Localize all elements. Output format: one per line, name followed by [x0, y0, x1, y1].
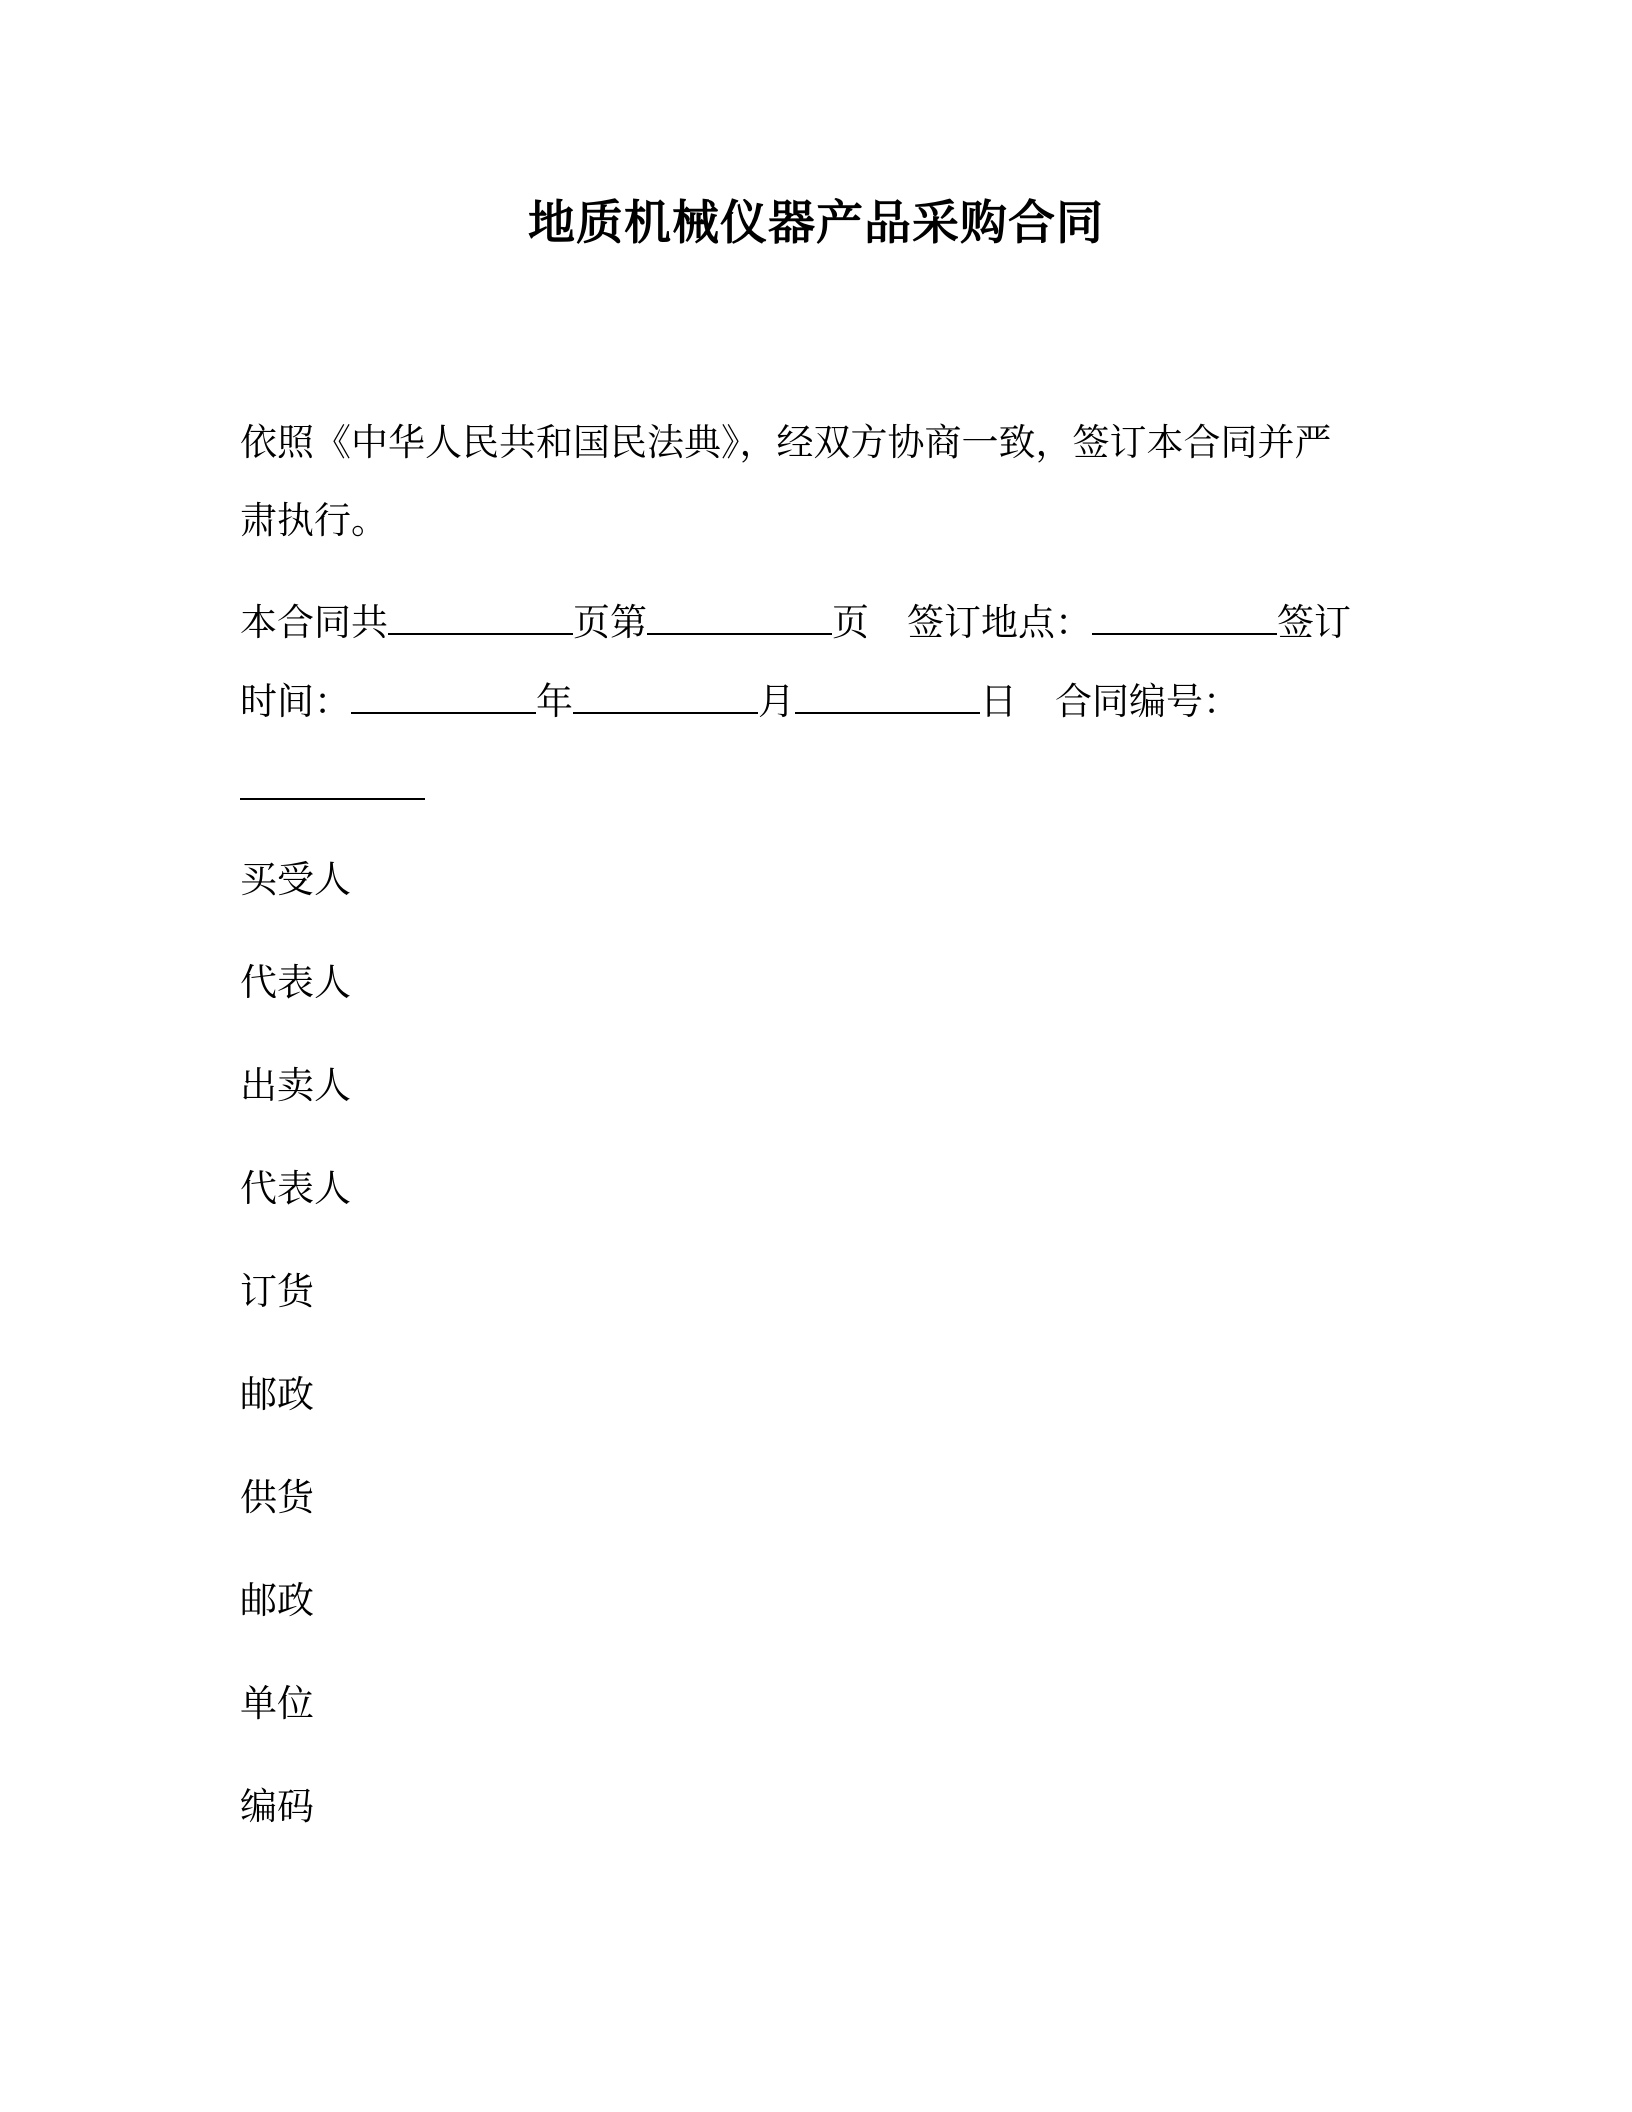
contract-no-label: 合同编号：: [1055, 680, 1240, 723]
meta-line-3: [240, 764, 425, 811]
preamble-line-2: 肃执行。: [240, 499, 388, 542]
pages-mid: 页第: [573, 601, 647, 644]
day-label: 日: [980, 680, 1017, 723]
field-buyer: 买受人: [240, 858, 351, 901]
field-postal-2: 邮政: [240, 1579, 314, 1622]
month-label: 月: [758, 680, 795, 723]
field-seller: 出卖人: [240, 1064, 351, 1107]
field-seller-representative: 代表人: [240, 1167, 351, 1210]
total-pages-blank[interactable]: [388, 599, 573, 635]
place-label: 签订地点：: [907, 601, 1092, 644]
time-label-part2: 时间：: [240, 680, 351, 723]
preamble-line-1: 依照《中华人民共和国民法典》，经双方协商一致，签订本合同并严: [240, 421, 1332, 464]
meta-line-2: [240, 678, 1240, 725]
page-number-blank[interactable]: [647, 599, 832, 635]
field-order: 订货: [240, 1270, 314, 1313]
contract-no-blank[interactable]: [240, 764, 425, 800]
year-blank[interactable]: [351, 678, 536, 714]
time-label-part1: 签订: [1277, 601, 1351, 644]
meta-line-1: [240, 599, 1351, 646]
field-unit: 单位: [240, 1682, 314, 1725]
place-blank[interactable]: [1092, 599, 1277, 635]
field-supply: 供货: [240, 1476, 314, 1519]
month-blank[interactable]: [573, 678, 758, 714]
year-label: 年: [536, 680, 573, 723]
field-postal-1: 邮政: [240, 1373, 314, 1416]
field-code: 编码: [240, 1785, 314, 1828]
pages-suffix: 页: [832, 601, 869, 644]
pages-prefix: 本合同共: [240, 601, 388, 644]
day-blank[interactable]: [795, 678, 980, 714]
document-title: 地质机械仪器产品采购合同: [528, 196, 1104, 251]
field-buyer-representative: 代表人: [240, 961, 351, 1004]
